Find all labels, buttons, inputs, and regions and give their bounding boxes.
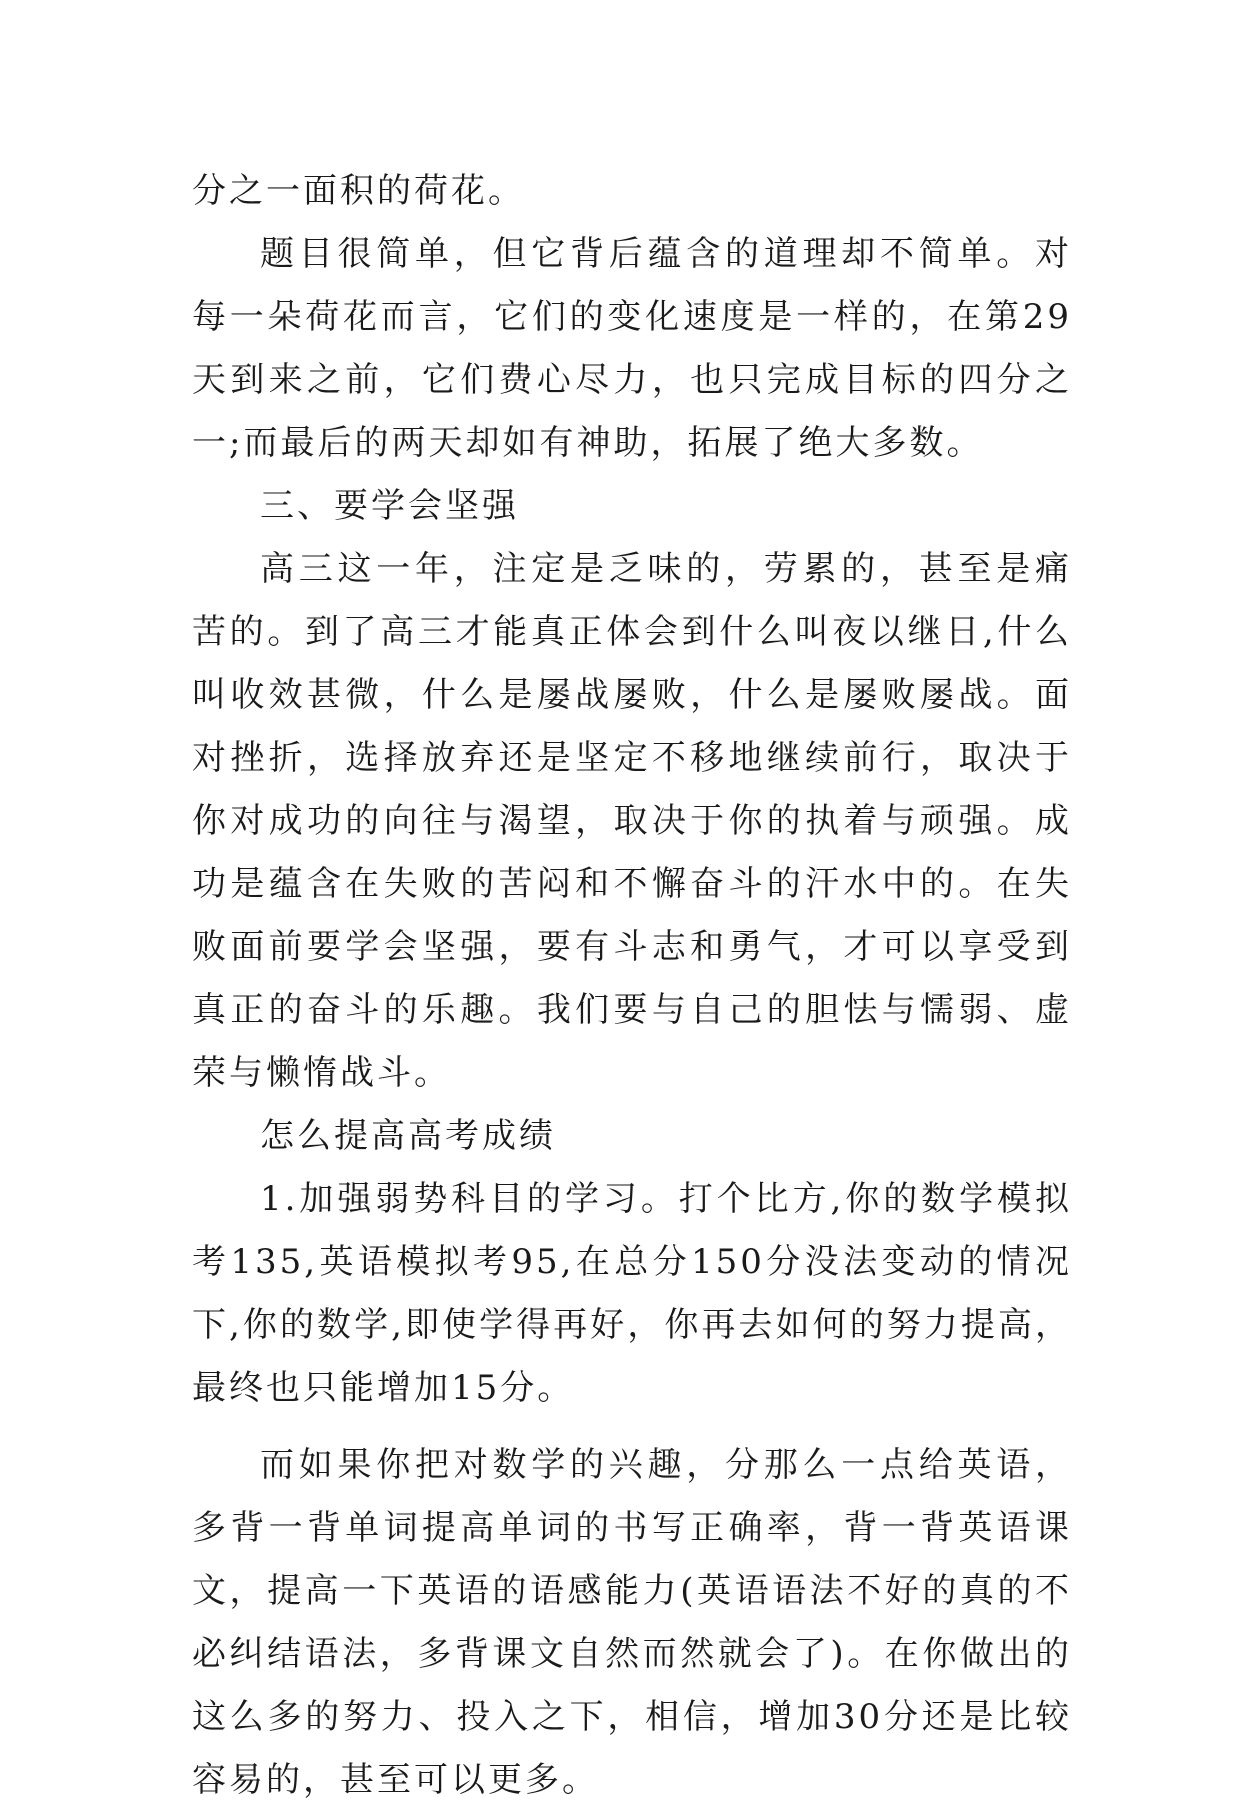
document-body bbox=[192, 160, 1072, 1812]
paragraph-4: 高三这一年，注定是乏味的，劳累的，甚至是痛苦的。到了高三才能真正体会到什么叫夜以继日,什么叫收效甚微，什么是屡战屡败，什么是屡败屡战。面对挫折，选择放弃还是坚定不移地继续前行，取决于你对成功的向往与渴望，取决于你的执着与顽强。成功是蕴含在失败的苦闷和不懈奋斗的汗水中的。在失败面前要学会坚强，要有斗志和勇气，才可以享受到真正的奋斗的乐趣。我们要与自己的胆怯与懦弱、虚荣与懒惰战斗。 bbox=[192, 549, 1072, 1093]
section-heading-how-to-improve: 怎么提高高考成绩 bbox=[260, 1116, 556, 1156]
paragraph-2: 题目很简单，但它背后蕴含的道理却不简单。对每一朵荷花而言，它们的变化速度是一样的，在第29天到来之前，它们费心尽力，也只完成目标的四分之一;而最后的两天却如有神助，拓展了绝大多数。 bbox=[192, 234, 1072, 463]
paragraph-english-effort: 而如果你把对数学的兴趣，分那么一点给英语，多背一背单词提高单词的书写正确率，背一背英语课文，提高一下英语的语感能力(英语语法不好的真的不必纠结语法，多背课文自然而然就会了)。在你做出的这么多的努力、投入之下，相信，增加30分还是比较容易的，甚至可以更多。 bbox=[192, 1445, 1072, 1800]
section-heading-3: 三、要学会坚强 bbox=[260, 486, 519, 526]
paragraph-weak-subjects: 1.加强弱势科目的学习。打个比方,你的数学模拟考135,英语模拟考95,在总分150分没法变动的情况下,你的数学,即使学得再好，你再去如何的努力提高，最终也只能增加15分。 bbox=[192, 1179, 1072, 1408]
paragraph-1: 分之一面积的荷花。 bbox=[192, 171, 525, 211]
